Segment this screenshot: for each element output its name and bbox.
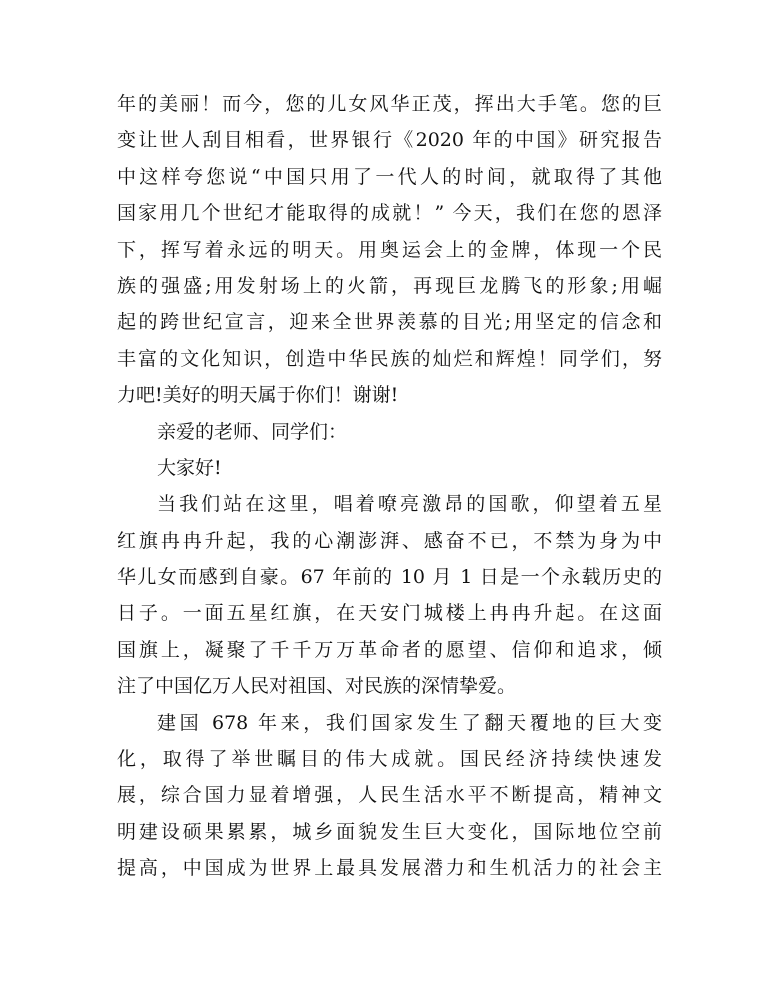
text-line: 下，挥写着永远的明天。用奥运会上的金牌，体现一个民 — [117, 238, 662, 261]
paragraph-start: 当我们站在这里，唱着嘹亮激昂的国歌，仰望着五星 — [157, 493, 662, 516]
text-line: 展，综合国力显着增强，人民生活水平不断提高，精神文 — [117, 784, 662, 807]
greeting: 大家好! — [157, 456, 222, 479]
text-line: 提高，中国成为世界上最具发展潜力和生机活力的社会主 — [117, 857, 662, 880]
paragraph-start: 建国 678 年来，我们国家发生了翻天覆地的巨大变 — [157, 711, 662, 734]
text-line: 中这样夸您说“中国只用了一代人的时间，就取得了其他 — [117, 165, 662, 188]
text-line: 年的美丽！而今，您的儿女风华正茂，挥出大手笔。您的巨 — [117, 93, 662, 115]
body-text — [117, 86, 662, 887]
text-line: 变让世人刮目相看，世界银行《2020 年的中国》研究报告 — [117, 129, 662, 152]
text-line: 日子。一面五星红旗，在天安门城楼上冉冉升起。在这面 — [117, 602, 662, 625]
text-line: 化，取得了举世瞩目的伟大成就。国民经济持续快速发 — [117, 748, 662, 771]
text-line: 注了中国亿万人民对祖国、对民族的深情挚爱。 — [117, 675, 517, 698]
text-line: 华儿女而感到自豪。67 年前的 10 月 1 日是一个永载历史的 — [117, 566, 662, 589]
salutation: 亲爱的老师、同学们： — [157, 420, 348, 443]
text-line: 红旗冉冉升起，我的心潮澎湃、感奋不已，不禁为身为中 — [117, 529, 662, 552]
text-line: 丰富的文化知识，创造中华民族的灿烂和辉煌！同学们，努 — [117, 347, 662, 370]
text-line: 起的跨世纪宣言，迎来全世界羡慕的目光;用坚定的信念和 — [117, 311, 662, 334]
text-line: 力吧!美好的明天属于你们！谢谢! — [117, 384, 399, 407]
text-line: 明建设硕果累累，城乡面貌发生巨大变化，国际地位空前 — [117, 820, 662, 843]
text-line: 国家用几个世纪才能取得的成就！” 今天，我们在您的恩泽 — [117, 202, 662, 225]
text-line: 族的强盛;用发射场上的火箭，再现巨龙腾飞的形象;用崛 — [117, 274, 662, 297]
text-line: 国旗上，凝聚了千千万万革命者的愿望、信仰和追求，倾 — [117, 638, 662, 661]
